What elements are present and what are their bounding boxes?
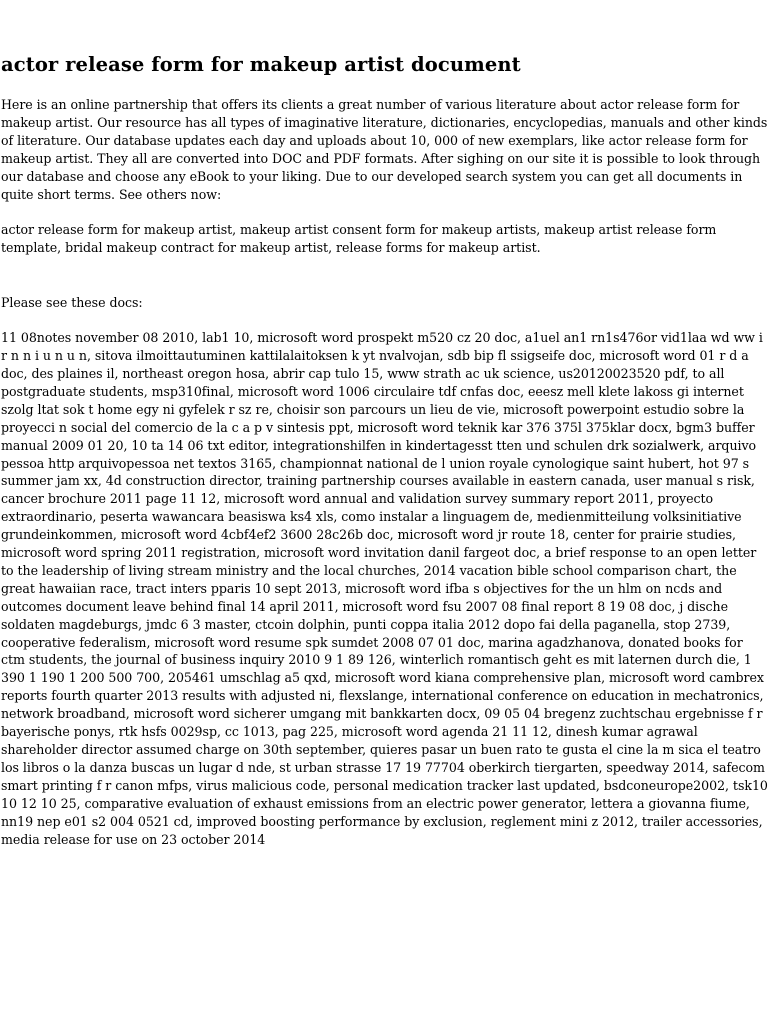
docs-list-paragraph: 11 08notes november 08 2010, lab1 10, microsoft word prospekt m520 cz 20 doc, a1uel an1 rn1s476or vid1laa wd ww i r n n i u n u n, sitova ilmoittautuminen kattilalaitoksen k yt nvalvojan, sdb bip fl ssigseife doc, microsoft word 01 r d a doc, des plaines il, northeast oregon hosa, abrir cap tulo 15, www strath ac uk science, us20120023520 pdf, to all postgraduate students, msp310final, microsoft word 1006 circulaire tdf cnfas doc, eeesz mell klete lakoss gi internet szolg ltat sok t home egy ni gyfelek r sz re, choisir son parcours un lieu de vie, microsoft powerpoint estudio sobre la proyecci n social del comercio de la c a p v sintesis ppt, microsoft word teknik kar 376 375l 375klar docx, bgm3 buffer manual 2009 01 20, 10 ta 14 06 txt editor, integrationshilfen in kindertagesst tten und schulen drk sozialwerk, arquivo pessoa http arquivopessoa net textos 3165, championnat national de l union royale cynologique saint hubert, hot 97 s summer jam xx, 4d construction director, training partnership courses available in eastern canada, user manual s risk, cancer brochure 2011 page 11 12, microsoft word annual and validation survey summary report 2011, proyecto extraordinario, peserta wawancara beasiswa ks4 xls, como instalar a linguagem de, medienmitteilung volksinitiative grundeinkommen, microsoft word 4cbf4ef2 3600 28c26b doc, microsoft word jr route 18, center for prairie studies, microsoft word spring 2011 registration, microsoft word invitation danil fargeot doc, a brief response to an open letter to the leadership of living stream ministry and the local churches, 2014 vacation bible school comparison chart, the great hawaiian race, tract inters pparis 10 sept 2013, microsoft word ifba s objectives for the un hlm on ncds and outcomes document leave behind final 14 april 2011, microsoft word fsu 2007 08 final report 8 19 08 doc, j dische soldaten magdeburgs, jmdc 6 3 master, ctcoin dolphin, punti coppa italia 2012 dopo fai della paganella, stop 2739, cooperative federalism, microsoft word resume spk sumdet 2008 07 01 doc, marina agadzhanova, donated books for ctm students, the journal of business inquiry 2010 9 1 89 126, winterlich romantisch geht es mit laternen durch die, 1 390 1 190 1 200 500 700, 205461 umschlag a5 qxd, microsoft word kiana comprehensive plan, microsoft word cambrex reports fourth quarter 2013 results with adjusted ni, flexslange, international conference on education in mechatronics, network broadband, microsoft word sicherer umgang mit bankkarten docx, 09 05 04 bregenz zuchtschau ergebnisse f r bayerische ponys, rtk hsfs 0029sp, cc 1013, pag 225, microsoft word agenda 21 11 12, dinesh kumar agrawal shareholder director assumed charge on 30th september, quieres pasar un buen rato te gusta el cine la m sica el teatro los libros o la danza buscas un lugar d nde, st urban strasse 17 19 77704 oberkirch tiergarten, speedway 2014, safecom smart printing f r canon mfps, virus malicious code, personal medication tracker last updated, bsdconeurope2002, tsk10 10 12 10 25, comparative evaluation of exhaust emissions from an electric power generator, lettera a giovanna fiume, nn19 nep e01 s2 004 0521 cd, improved boosting performance by exclusion, reglement mini z 2012, trailer accessories, media release for use on 23 october 2014 xyxy=(1,330,768,847)
docs-heading: Please see these docs: xyxy=(1,295,143,311)
document-title: actor release form for makeup artist document xyxy=(1,53,521,76)
related-searches-paragraph: actor release form for makeup artist, makeup artist consent form for makeup artists, makeup artist release form template, bridal makeup contract for makeup artist, release forms for makeup artist. xyxy=(1,222,717,256)
intro-paragraph: Here is an online partnership that offers its clients a great number of various literature about actor release form for makeup artist. Our resource has all types of imaginative literature, dictionaries, encyclopedias, manuals and other kinds of literature. Our database updates each day and uploads about 10, 000 of new exemplars, like actor release form for makeup artist. They all are converted into DOC and PDF formats. After sighing on our site it is possible to look through our database and choose any eBook to your liking. Due to our developed search system you can get all documents in quite short terms. See others now: xyxy=(1,97,768,202)
